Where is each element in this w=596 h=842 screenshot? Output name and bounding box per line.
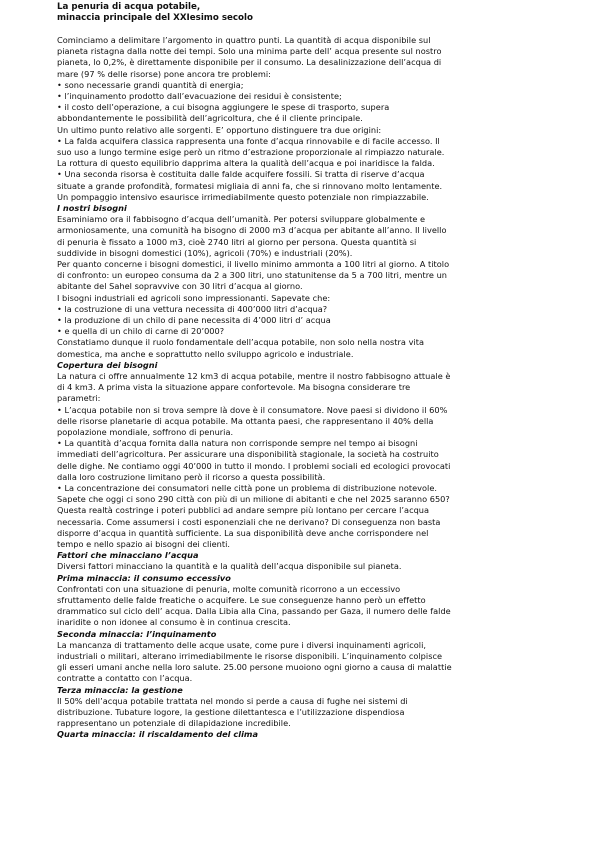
body-text-line: • L’acqua potabile non si trova sempre là dove è il consumatore. Nove paesi si dividono il 60% <box>57 404 448 415</box>
body-text-line: Un pompaggio intensivo esaurisce irrimediabilmente questo potenziale non rimpiazzabile. <box>57 191 429 202</box>
body-text-line: • sono necessarie grandi quantità di energia; <box>57 79 244 90</box>
section-heading: Fattori che minacciano l’acqua <box>57 550 199 561</box>
body-text-line: La mancanza di trattamento delle acque usate, come pure i diversi inquinamenti agricoli, <box>57 639 426 650</box>
body-text-line: • Una seconda risorsa è costituita dalle falde acquifere fossili. Si tratta di riserve d’acqua <box>57 169 425 180</box>
body-text-line: immediati dell’agricoltura. Per assicurare una disponibilità stagionale, la società ha costruito <box>57 449 439 460</box>
body-text-line: Il 50% dell’acqua potabile trattata nel mondo si perde a causa di fughe nei sistemi di <box>57 695 408 706</box>
body-text-line: • la costruzione di una vettura necessita di 400’000 litri d’acqua? <box>57 303 328 314</box>
section-heading: Quarta minaccia: il riscaldamento del clima <box>57 729 259 740</box>
body-text-line: tempo e nello spazio ai bisogni dei clienti. <box>57 539 230 549</box>
section-heading: Copertura dei bisogni <box>57 359 158 370</box>
document-title-line-1: La penuria di acqua potabile, <box>57 2 201 12</box>
document-title-line-2: minaccia principale del XXIesimo secolo <box>57 13 253 23</box>
body-text-line: • La quantità d’acqua fornita dalla natura non corrisponde sempre nel tempo ai bisogni <box>57 438 418 449</box>
body-text-line: Cominciamo a delimitare l’argomento in quattro punti. La quantità di acqua disponibile sul <box>57 35 431 45</box>
body-text-line: situate a grande profondità, formatesi migliaia di anni fa, che si rinnovano molto lentamente. <box>57 180 443 191</box>
body-text-line: Diversi fattori minacciano la quantità e la qualità dell’acqua disponibile sul pianeta. <box>57 561 402 572</box>
body-text-line: suddivide in bisogni domestici (10%), agricoli (70%) e industriali (20%). <box>57 247 353 258</box>
body-text-line: delle dighe. Ne contiamo oggi 40’000 in tutto il mondo. I problemi sociali ed ecologici provocati <box>57 460 451 471</box>
body-text-line: • La concentrazione dei consumatori nelle città pone un problema di distribuzione notevole. <box>57 483 438 493</box>
body-text-line: Per quanto concerne i bisogni domestici, il livello minimo ammonta a 100 litri al giorno. A titolo <box>57 259 450 269</box>
body-text-line: domestica, ma anche e soprattutto nello sviluppo agricolo e industriale. <box>57 348 354 359</box>
body-text-line: Sapete che oggi ci sono 290 città con più di un milione di abitanti e che nel 2025 saranno 650? <box>57 494 450 505</box>
body-text-line: contratte a contatto con l’acqua. <box>57 673 193 684</box>
section-heading: I nostri bisogni <box>57 203 127 213</box>
body-text-line: Esaminiamo ora il fabbisogno d’acqua dell’umanità. Per potersi sviluppare globalmente e <box>57 214 426 225</box>
body-text-line: • La falda acquifera classica rappresenta una fonte d’acqua rinnovabile e di facile accesso. Il <box>57 135 440 146</box>
body-text-line: abitante del Sahel sopravvive con 30 litri d’acqua al giorno. <box>57 281 303 292</box>
body-text-line: Confrontati con una situazione di penuria, molte comunità ricorrono a un eccessivo <box>57 583 401 594</box>
body-text-line: popolazione mondiale, soffrono di penuria. <box>57 427 234 437</box>
body-text-line: disporre d’acqua in quantità sufficiente. La sua disponibilità deve anche corrispondere nel <box>57 527 429 538</box>
body-text-line: abbondantemente le possibilità dell’agricoltura, che é il cliente principale. <box>57 113 363 124</box>
body-text-line: necessaria. Come assumersi i costi esponenziali che ne derivano? Di conseguenza non basta <box>57 516 441 527</box>
body-text-line: • l’inquinamento prodotto dall’evacuazione dei residui è consistente; <box>57 91 342 101</box>
body-text-line: di confronto: un europeo consuma da 2 a 300 litri, uno statunitense da 5 a 700 litri, mentre un <box>57 270 447 281</box>
body-text-line: pianeta, lo 0,2%, è direttamente disponibile per il consumo. La desalinizzazione dell’acqua di <box>57 57 442 68</box>
body-text-line: di 4 km3. A prima vista la situazione appare confortevole. Ma bisogna considerare tre <box>57 382 411 393</box>
body-text-line: distribuzione. Tubature logore, la gestione dilettantesca e l’utilizzazione dispendiosa <box>57 707 405 717</box>
body-text-line: drammatico sul ciclo dell’ acqua. Dalla Libia alla Cina, passando per Gaza, il numero delle falde <box>57 606 451 617</box>
section-heading: Seconda minaccia: l’inquinamento <box>57 628 217 639</box>
body-text-line: La natura ci offre annualmente 12 km3 di acqua potabile, mentre il nostro fabbisogno attuale è <box>57 371 451 381</box>
body-text-line: di penuria è fissato a 1000 m3, cioè 2740 litri al giorno per persona. Questa quantità si <box>57 236 417 247</box>
body-text-line: Constatiamo dunque il ruolo fondamentale dell’acqua potabile, non solo nella nostra vita <box>57 337 424 348</box>
section-heading: Terza minaccia: la gestione <box>57 684 183 695</box>
body-text-line: gli esseri umani anche nella loro salute. 25.00 persone muoiono ogni giorno a causa di malattie <box>57 662 452 673</box>
body-text-line: Un ultimo punto relativo alle sorgenti. E’ opportuno distinguere tra due origini: <box>57 124 382 135</box>
body-text-line: armoniosamente, una comunità ha bisogno di 2000 m3 d’acqua per abitante all’anno. Il livello <box>57 225 447 236</box>
body-text-line: rappresentano un potenziale di dilapidazione incredibile. <box>57 718 291 729</box>
body-text-line: • il costo dell’operazione, a cui bisogna aggiungere le spese di trasporto, supera <box>57 102 390 113</box>
body-text-line: pianeta ristagna dalla notte dei tempi. Solo una minima parte dell’ acqua presente sul nostro <box>57 46 442 57</box>
body-text-line: suo uso a lungo termine esige però un ritmo d’estrazione proporzionale al rimpiazzo naturale. <box>57 147 445 157</box>
body-text-line: • e quella di un chilo di carne di 20’000? <box>57 326 225 337</box>
body-text-line: sfruttamento delle falde freatiche o acquifere. Le sue conseguenze hanno però un effetto <box>57 595 426 605</box>
body-text-line: parametri: <box>57 393 101 404</box>
body-text-line: inaridite o non idonee al consumo è in continua crescita. <box>57 617 291 628</box>
body-text-line: La rottura di questo equilibrio dapprima altera la qualità dell’acqua e poi inaridisce la falda. <box>57 158 435 169</box>
body-text-line: • la produzione di un chilo di pane necessita di 4’000 litri d’ acqua <box>57 315 331 325</box>
body-text-line: dalla loro costruzione limitano però il ricorso a questa possibilità. <box>57 471 326 482</box>
body-text-line: industriali o militari, alterano irrimediabilmente le risorse disponibili. L’inquinamento colpisce <box>57 651 443 661</box>
body-text-line: mare (97 % delle risorse) pone ancora tre problemi: <box>57 68 271 79</box>
body-text-line: I bisogni industriali ed agricoli sono impressionanti. Sapevate che: <box>57 292 331 303</box>
body-text-line: delle risorse planetarie di acqua potabile. Ma ottanta paesi, che rappresentano il 40% della <box>57 415 434 426</box>
section-heading: Prima minaccia: il consumo eccessivo <box>57 572 231 583</box>
body-text-line: Questa realtà costringe i poteri pubblici ad andare sempre più lontano per cercare l’acqua <box>57 505 430 516</box>
